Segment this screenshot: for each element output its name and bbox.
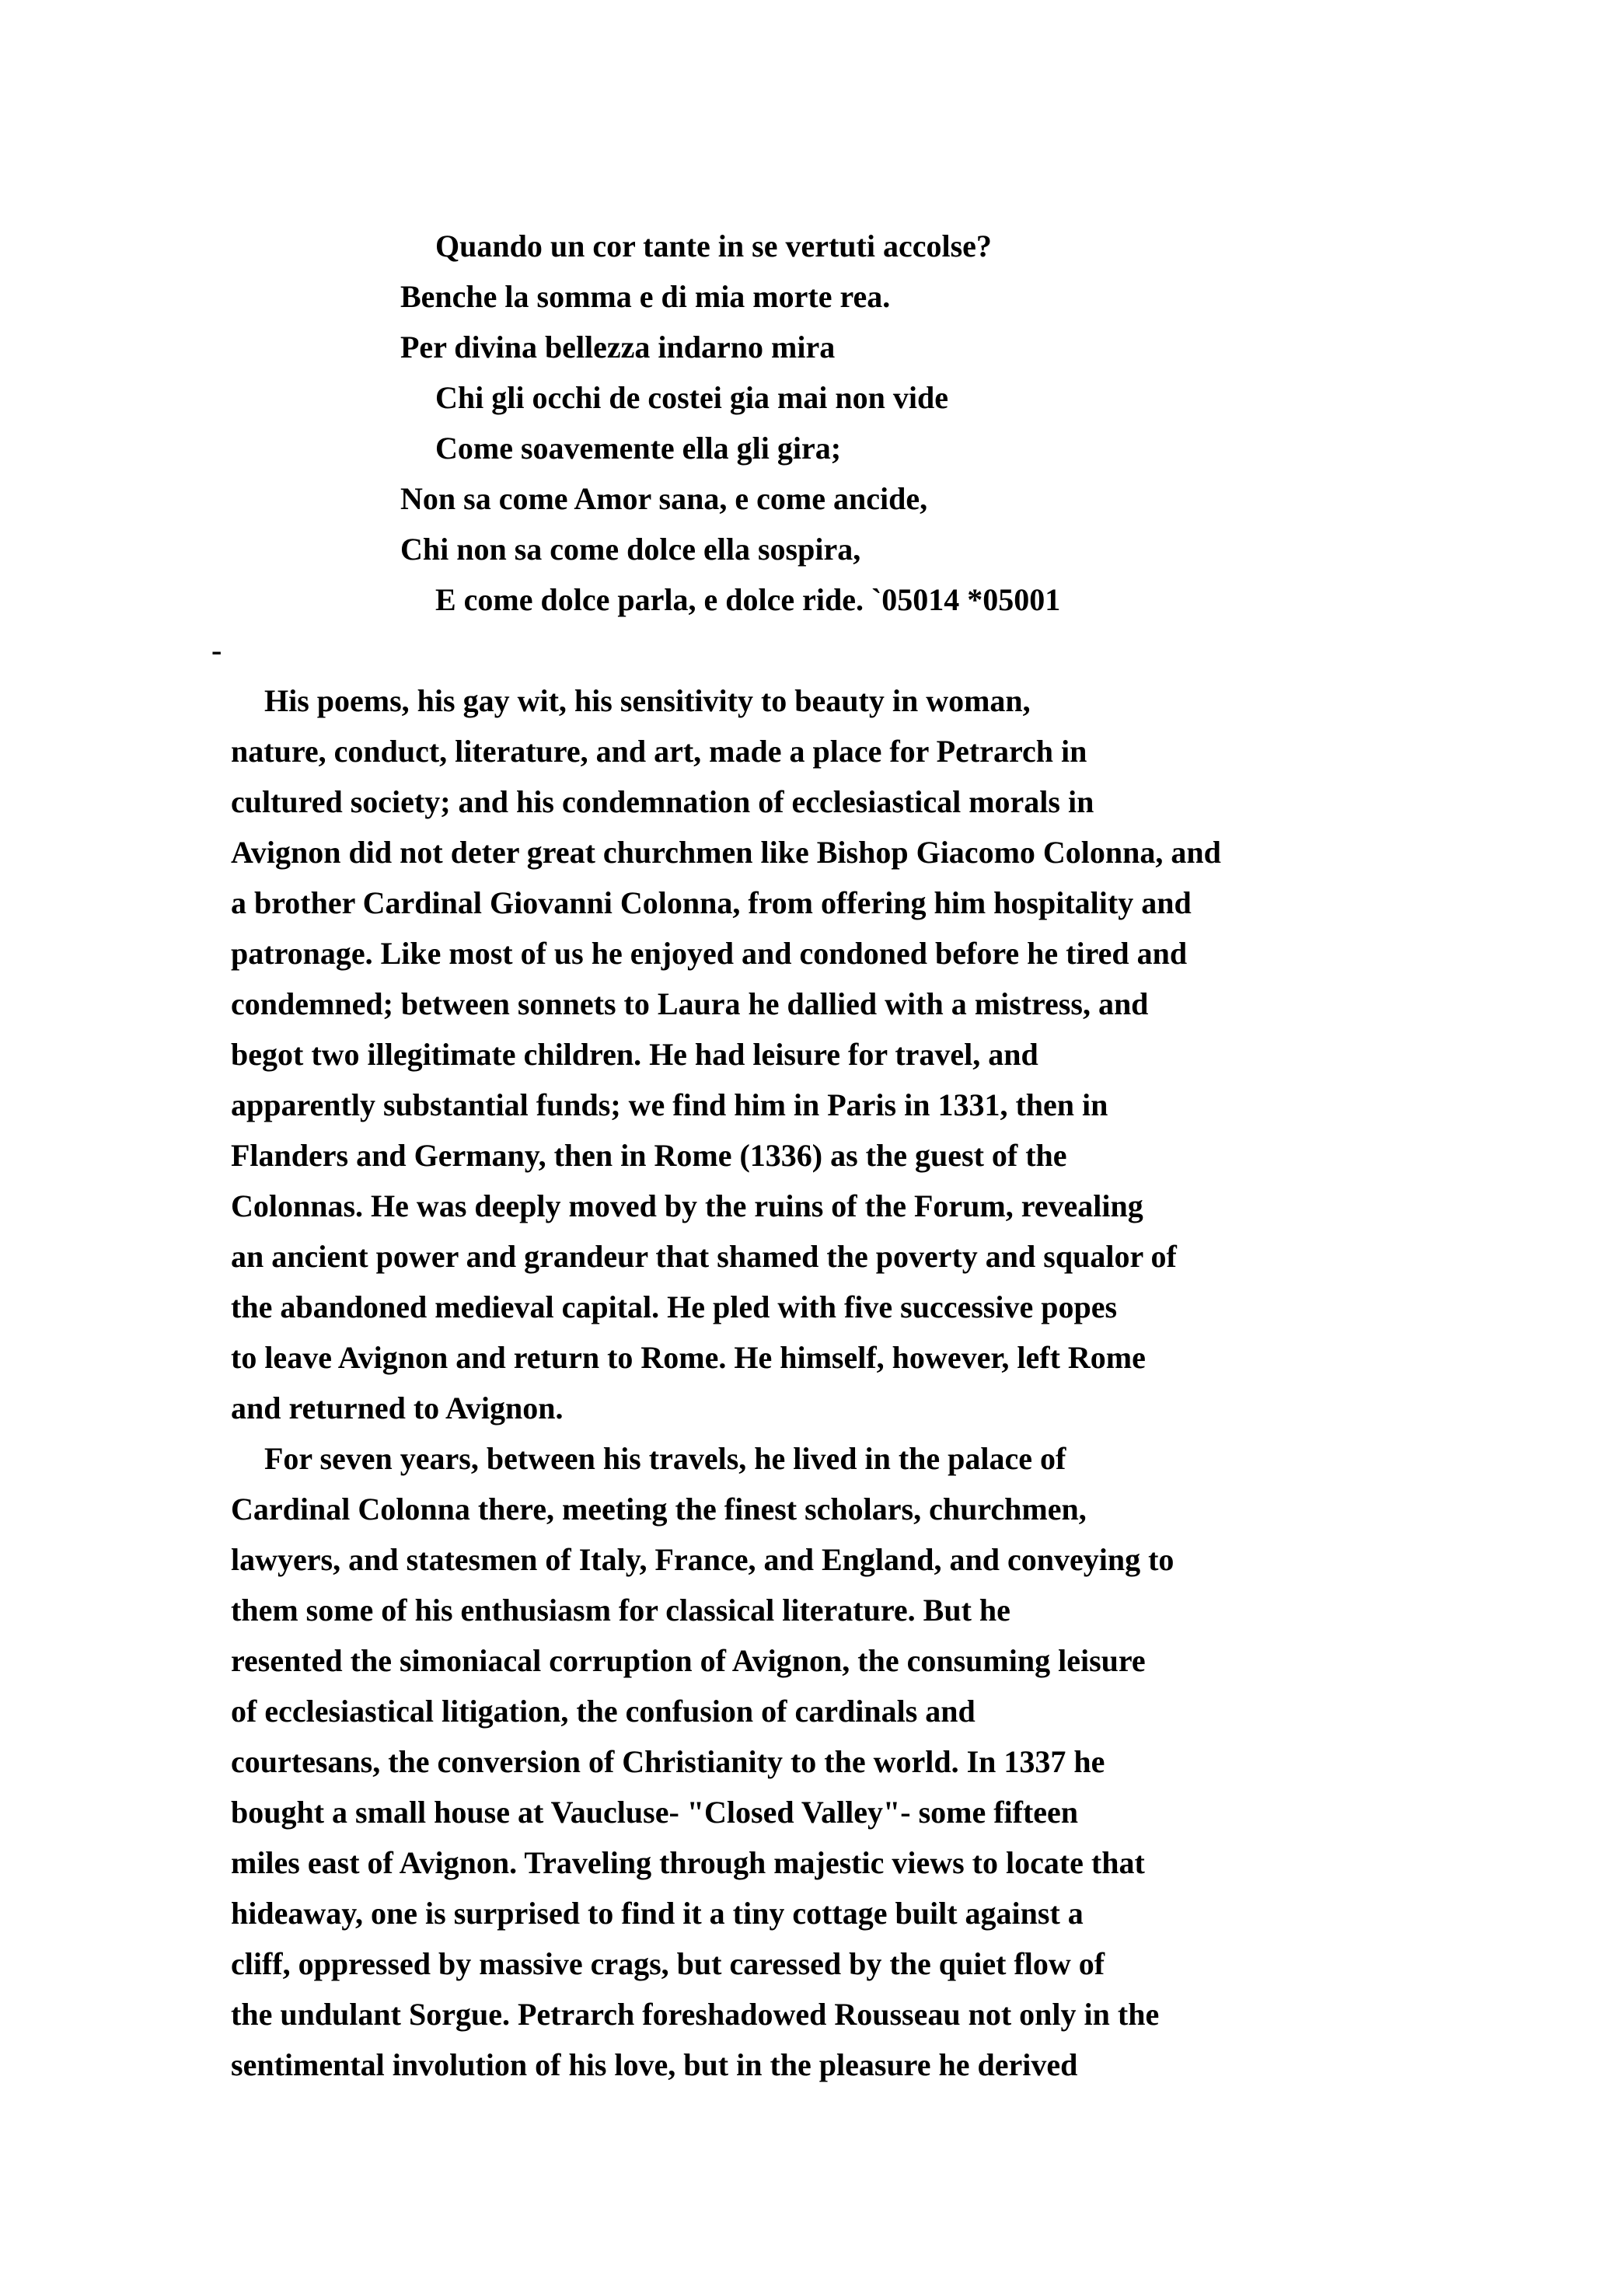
paragraph-line: miles east of Avignon. Traveling through majestic views to locate that xyxy=(231,1845,1145,1880)
paragraph-line: begot two illegitimate children. He had leisure for travel, and xyxy=(231,1037,1038,1072)
paragraph-line: courtesans, the conversion of Christianity to the world. In 1337 he xyxy=(231,1744,1105,1779)
paragraph-line: Cardinal Colonna there, meeting the finest scholars, churchmen, xyxy=(231,1492,1087,1527)
poem-line: E come dolce parla, e dolce ride. `05014 *05001 xyxy=(435,582,1061,617)
paragraph-line: of ecclesiastical litigation, the confusion of cardinals and xyxy=(231,1694,976,1729)
paragraph-line: Colonnas. He was deeply moved by the ruins of the Forum, revealing xyxy=(231,1188,1143,1223)
paragraph-line: apparently substantial funds; we find him in Paris in 1331, then in xyxy=(231,1087,1108,1122)
poem-line: Chi gli occhi de costei gia mai non vide xyxy=(435,380,948,415)
paragraph-line: Avignon did not deter great churchmen like Bishop Giacomo Colonna, and xyxy=(231,835,1221,870)
paragraph-line: and returned to Avignon. xyxy=(231,1391,564,1425)
paragraph-line: nature, conduct, literature, and art, made a place for Petrarch in xyxy=(231,734,1087,769)
paragraph-line: patronage. Like most of us he enjoyed and condoned before he tired and xyxy=(231,936,1188,971)
paragraph-line: resented the simoniacal corruption of Avignon, the consuming leisure xyxy=(231,1643,1146,1678)
separator-dash: - xyxy=(211,633,222,668)
paragraph-line: cliff, oppressed by massive crags, but caressed by the quiet flow of xyxy=(231,1946,1105,1981)
paragraph-line: sentimental involution of his love, but in the pleasure he derived xyxy=(231,2047,1078,2082)
poem-line: Non sa come Amor sana, e come ancide, xyxy=(400,481,928,516)
paragraph-line: the abandoned medieval capital. He pled with five successive popes xyxy=(231,1289,1118,1324)
paragraph-line: to leave Avignon and return to Rome. He himself, however, left Rome xyxy=(231,1340,1146,1375)
poem-line: Chi non sa come dolce ella sospira, xyxy=(400,532,861,567)
paragraph-line: the undulant Sorgue. Petrarch foreshadowed Rousseau not only in the xyxy=(231,1997,1160,2032)
poem-line: Come soavemente ella gli gira; xyxy=(435,431,842,466)
poem-line: Per divina bellezza indarno mira xyxy=(400,330,836,365)
poem-line: Quando un cor tante in se vertuti accolse? xyxy=(435,229,992,263)
paragraph-line: lawyers, and statesmen of Italy, France, and England, and conveying to xyxy=(231,1542,1174,1577)
paragraph-line: His poems, his gay wit, his sensitivity to beauty in woman, xyxy=(264,683,1031,718)
paragraph-line: hideaway, one is surprised to find it a tiny cottage built against a xyxy=(231,1896,1084,1931)
paragraph-line: For seven years, between his travels, he lived in the palace of xyxy=(264,1441,1066,1476)
paragraph-line: them some of his enthusiasm for classical literature. But he xyxy=(231,1593,1010,1628)
poem-line: Benche la somma e di mia morte rea. xyxy=(400,279,891,314)
paragraph-line: cultured society; and his condemnation of ecclesiastical morals in xyxy=(231,784,1094,819)
paragraph-line: a brother Cardinal Giovanni Colonna, from offering him hospitality and xyxy=(231,885,1192,920)
paragraph-line: bought a small house at Vaucluse- "Closed Valley"- some fifteen xyxy=(231,1795,1079,1830)
paragraph-line: condemned; between sonnets to Laura he dallied with a mistress, and xyxy=(231,986,1149,1021)
paragraph-line: Flanders and Germany, then in Rome (1336) as the guest of the xyxy=(231,1138,1067,1173)
paragraph-line: an ancient power and grandeur that shamed the poverty and squalor of xyxy=(231,1239,1177,1274)
